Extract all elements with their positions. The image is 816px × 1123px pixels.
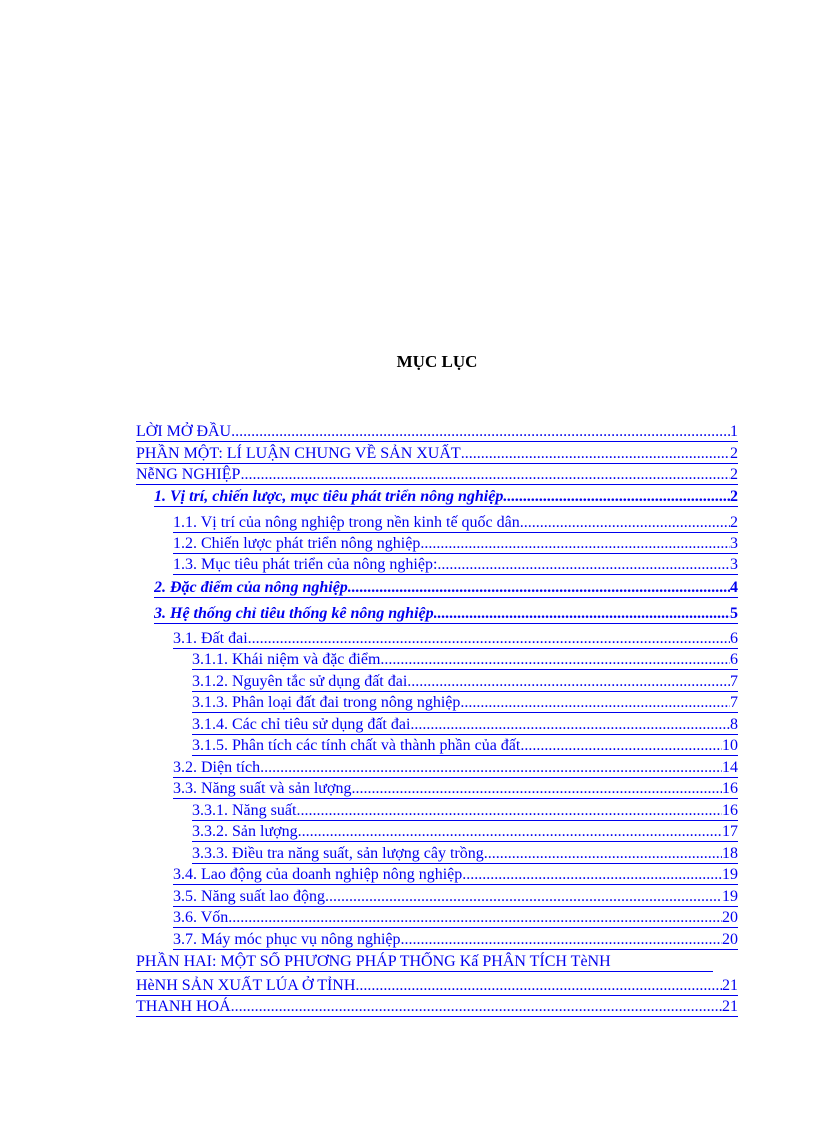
toc-leader-dots [240, 465, 730, 484]
toc-entry-page: 3 [730, 556, 738, 573]
toc-leader-dots [410, 715, 730, 734]
toc-leader-dots [460, 693, 730, 712]
toc-entry-page: 6 [730, 651, 738, 668]
toc-entry-section-3[interactable] [154, 604, 738, 624]
toc-entry-section-3-3-3[interactable] [192, 844, 738, 864]
toc-leader-dots [420, 534, 730, 553]
toc-entry-label: 3.1.4. Các chỉ tiêu sử dụng đất đai [192, 716, 411, 733]
toc-entry-page: 16 [722, 802, 738, 819]
toc-leader-dots [503, 487, 730, 506]
toc-entry-section-3-2[interactable] [173, 758, 738, 778]
toc-entry-label: HèNH SẢN XUẤT LÚA Ở TỈNH [136, 977, 356, 994]
toc-entry-label: 3.1.1. Khái niệm và đặc điểm [192, 651, 381, 668]
toc-entry-section-1[interactable] [154, 487, 738, 507]
toc-leader-dots [380, 650, 730, 669]
toc-leader-dots [351, 779, 722, 798]
toc-entry-section-2[interactable] [154, 578, 738, 598]
toc-entry-section-3-1-5[interactable] [192, 736, 738, 756]
toc-leader-dots [325, 887, 722, 906]
toc-entry-section-3-1-2[interactable] [192, 672, 738, 692]
toc-entry-label: 1. Vị trí, chiến lược, mục tiêu phát triển nông nghiệp [154, 488, 504, 505]
toc-entry-label: 3.1.2. Nguyên tắc sử dụng đất đai [192, 673, 408, 690]
toc-entry-label: 1.1. Vị trí của nông nghiệp trong nền kinh tế quốc dân [173, 514, 520, 531]
toc-leader-dots [434, 604, 730, 623]
toc-leader-dots [260, 758, 722, 777]
toc-entry-label: 2. Đặc điểm của nông nghiệp [154, 579, 348, 596]
toc-entry-phan-mot[interactable] [136, 444, 738, 464]
toc-leader-dots [248, 629, 730, 648]
toc-entry-page: 21 [722, 977, 738, 994]
toc-leader-dots [348, 578, 730, 597]
toc-entry-section-1-3[interactable] [173, 555, 738, 575]
toc-leader-dots [235, 997, 722, 1016]
toc-entry-page: 6 [730, 630, 738, 647]
toc-entry-page: 20 [722, 909, 738, 926]
toc-entry-label: 3.1. Đất đai [173, 630, 248, 647]
toc-entry-label: 1.3. Mục tiêu phát triển của nông nghiệp: [173, 556, 438, 573]
toc-entry-label: 3.3.2. Sản lượng [192, 823, 298, 840]
toc-entry-label: 3.2. Diện tích [173, 759, 261, 776]
toc-leader-dots [484, 844, 722, 863]
toc-entry-page: 19 [722, 888, 738, 905]
toc-leader-dots [407, 672, 730, 691]
toc-entry-label: LỜI MỞ ĐẦU [136, 423, 232, 440]
toc-entry-section-3-4[interactable] [173, 865, 738, 885]
toc-entry-page: 2 [730, 514, 738, 531]
toc-entry-page: 7 [730, 673, 738, 690]
toc-entry-page: 7 [730, 694, 738, 711]
toc-entry-loi-mo-dau[interactable] [136, 422, 738, 442]
toc-entry-label: 3.1.5. Phân tích các tính chất và thành phần của đất [192, 737, 521, 754]
toc-entry-label: 3.4. Lao động của doanh nghiệp nông nghiệp [173, 866, 463, 883]
toc-leader-dots [355, 976, 722, 995]
toc-entry-page: 19 [722, 866, 738, 883]
toc-entry-section-3-5[interactable] [173, 887, 738, 907]
toc-entry-page: 2 [730, 445, 738, 462]
toc-leader-dots [231, 422, 730, 441]
toc-entry-section-1-2[interactable] [173, 534, 738, 554]
toc-entry-page: 2 [730, 488, 738, 505]
toc-leader-dots [520, 736, 722, 755]
toc-entry-label: 3.3.3. Điều tra năng suất, sản lượng cây trồng [192, 845, 484, 862]
toc-leader-dots [296, 801, 722, 820]
toc-entry-label: 1.2. Chiến lược phát triển nông nghiệp [173, 535, 421, 552]
toc-entry-label: 3.3.1. Năng suất [192, 802, 297, 819]
toc-entry-section-1-1[interactable] [173, 513, 738, 533]
toc-entry-page: 5 [730, 605, 738, 622]
toc-entry-san-xuat-lua[interactable] [136, 976, 738, 996]
toc-entry-phan-hai[interactable] [136, 952, 713, 972]
toc-entry-section-3-1[interactable] [173, 629, 738, 649]
toc-entry-label: 3.5. Năng suất lao động [173, 888, 325, 905]
toc-leader-dots [520, 513, 730, 532]
toc-entry-page: 8 [730, 716, 738, 733]
toc-entry-thanh-hoa[interactable] [136, 997, 738, 1017]
page-title: MỤC LỤC [396, 352, 478, 371]
toc-leader-dots [462, 865, 722, 884]
toc-entry-section-3-3-1[interactable] [192, 801, 738, 821]
toc-entry-page: 20 [722, 931, 738, 948]
toc-entry-page: 21 [722, 998, 738, 1015]
toc-leader-dots [228, 908, 722, 927]
toc-entry-section-3-6[interactable] [173, 908, 738, 928]
toc-entry-section-3-7[interactable] [173, 930, 738, 950]
toc-leader-dots [437, 555, 730, 574]
toc-entry-page: 10 [722, 737, 738, 754]
toc-entry-page: 2 [730, 466, 738, 483]
toc-entry-page: 14 [722, 759, 738, 776]
toc-leader-dots [298, 822, 722, 841]
toc-entry-section-3-3[interactable] [173, 779, 738, 799]
toc-entry-nong-nghiep[interactable] [136, 465, 738, 485]
toc-entry-page: 16 [722, 780, 738, 797]
toc-entry-label: THANH HOÁ. [136, 998, 235, 1015]
toc-entry-label: 3.1.3. Phân loại đất đai trong nông nghiệp [192, 694, 461, 711]
toc-leader-dots [461, 444, 730, 463]
toc-entry-section-3-1-3[interactable] [192, 693, 738, 713]
toc-entry-label: 3.7. Máy móc phục vụ nông nghiệp [173, 931, 401, 948]
toc-entry-label: 3. Hệ thống chỉ tiêu thống kê nông nghiệp [154, 605, 434, 622]
toc-entry-page: 4 [730, 579, 738, 596]
toc-entry-section-3-1-4[interactable] [192, 715, 738, 735]
toc-entry-label: 3.6. Vốn [173, 909, 229, 926]
toc-entry-page: 17 [722, 823, 738, 840]
toc-entry-label: 3.3. Năng suất và sản lượng [173, 780, 352, 797]
toc-leader-dots [401, 930, 722, 949]
toc-entry-page: 18 [722, 845, 738, 862]
toc-entry-label: NễNG NGHIỆP [136, 466, 241, 483]
toc-entry-page: 3 [730, 535, 738, 552]
toc-entry-label: PHẦN MỘT: LÍ LUẬN CHUNG VỀ SẢN XUẤT [136, 445, 461, 462]
toc-entry-page: 1 [730, 423, 738, 440]
toc-entry-section-3-1-1[interactable] [192, 650, 738, 670]
toc-entry-section-3-3-2[interactable] [192, 822, 738, 842]
toc-entry-label: PHẦN HAI: MỘT SỐ PHƯƠNG PHÁP THỐNG Kấ PHÂN TÍCH TèNH [136, 953, 611, 970]
